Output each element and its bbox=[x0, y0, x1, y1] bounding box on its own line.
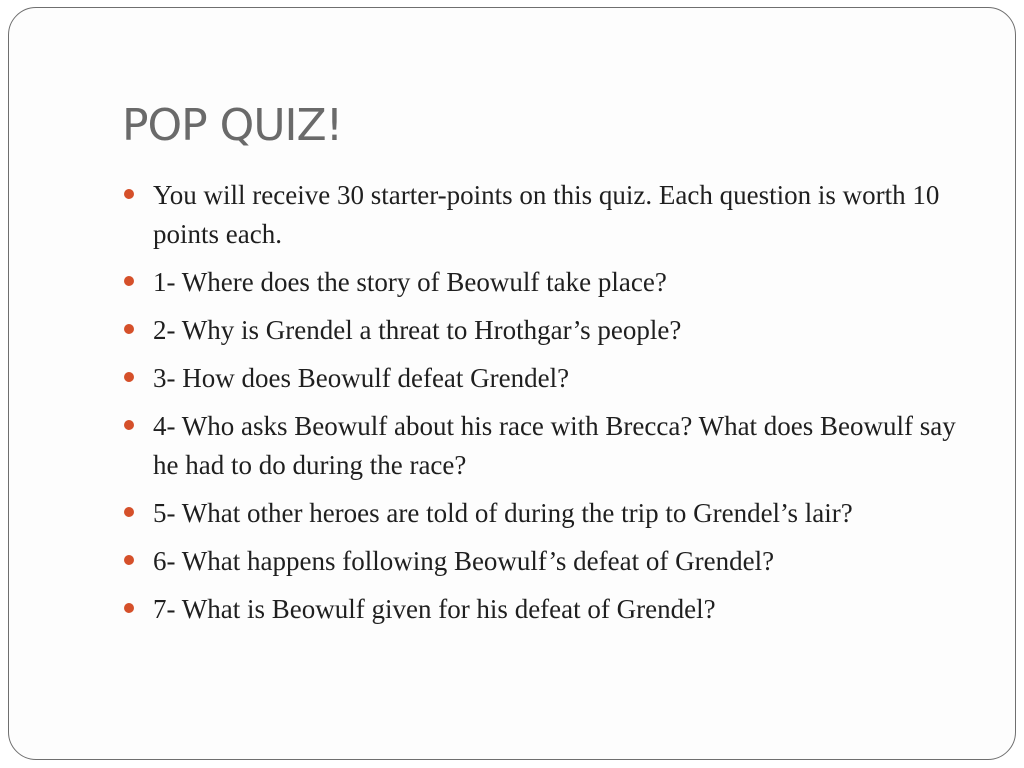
bullet-item-question-6 bbox=[124, 542, 974, 581]
bullet-dot-icon bbox=[124, 372, 134, 382]
bullet-dot-icon bbox=[124, 420, 134, 430]
bullet-text: You will receive 30 starter-points on this quiz. Each question is worth 10 points each. bbox=[153, 180, 940, 249]
bullet-item-intro bbox=[124, 176, 974, 254]
bullet-text: 4- Who asks Beowulf about his race with Brecca? What does Beowulf say he had to do during the race? bbox=[153, 411, 956, 480]
bullet-text: 3- How does Beowulf defeat Grendel? bbox=[153, 363, 570, 393]
bullet-dot-icon bbox=[124, 189, 134, 199]
bullet-dot-icon bbox=[124, 276, 134, 286]
bullet-dot-icon bbox=[124, 324, 134, 334]
bullet-item-question-1 bbox=[124, 263, 974, 302]
bullet-item-question-2 bbox=[124, 311, 974, 350]
bullet-text: 5- What other heroes are told of during the trip to Grendel’s lair? bbox=[153, 498, 853, 528]
bullet-item-question-5 bbox=[124, 494, 974, 533]
slide-frame bbox=[8, 7, 1016, 760]
bullet-list bbox=[124, 176, 974, 638]
bullet-item-question-7 bbox=[124, 590, 974, 629]
bullet-dot-icon bbox=[124, 555, 134, 565]
bullet-text: 6- What happens following Beowulf’s defeat of Grendel? bbox=[153, 546, 775, 576]
bullet-dot-icon bbox=[124, 603, 134, 613]
slide-title: POP QUIZ! bbox=[122, 100, 343, 151]
bullet-text: 1- Where does the story of Beowulf take place? bbox=[153, 267, 667, 297]
bullet-item-question-3 bbox=[124, 359, 974, 398]
bullet-dot-icon bbox=[124, 507, 134, 517]
bullet-text: 7- What is Beowulf given for his defeat of Grendel? bbox=[153, 594, 716, 624]
bullet-text: 2- Why is Grendel a threat to Hrothgar’s people? bbox=[153, 315, 682, 345]
bullet-item-question-4 bbox=[124, 407, 974, 485]
